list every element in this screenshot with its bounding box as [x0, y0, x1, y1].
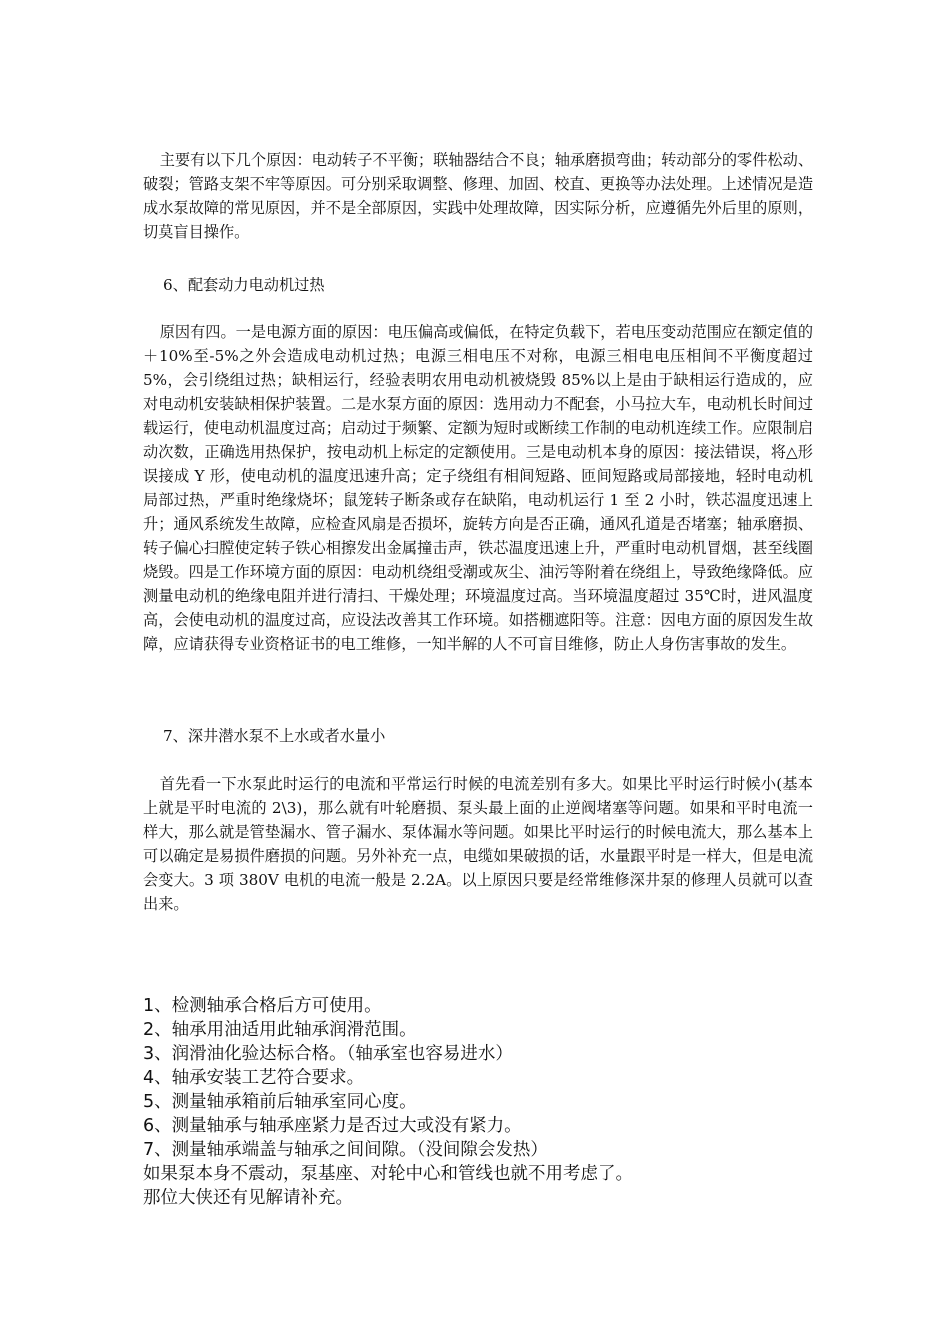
list-item: 6、测量轴承与轴承座紧力是否过大或没有紧力。	[143, 1116, 522, 1136]
list-item: 7、测量轴承端盖与轴承之间间隙。（没间隙会发热）	[143, 1140, 548, 1160]
section-heading-motor-overheat: 6、配套动力电动机过热	[163, 276, 325, 294]
paragraph-vibration-causes: 主要有以下几个原因：电动转子不平衡；联轴器结合不良；轴承磨损弯曲；转动部分的零件松动、破裂；管路支架不牢等原因。可分别采取调整、修理、加固、校直、更换等办法处理。上述情况是造成水泵故障的常见原因，并不是全部原因，实践中处理故障，因实际分析，应遵循先外后里的原则，切莫盲目操作。	[143, 151, 813, 241]
section-heading-deep-well-pump: 7、深井潜水泵不上水或者水量小	[163, 727, 386, 745]
paragraph-deep-well-pump: 首先看一下水泵此时运行的电流和平常运行时候的电流差别有多大。如果比平时运行时候小(基本上就是平时电流的 2\3)，那么就有叶轮磨损、泵头最上面的止逆阀堵塞等问题。如果和平时电流一样大，那么就是管垫漏水、管子漏水、泵体漏水等问题。如果比平时运行的时候电流大，那么基本上可以确定是易损件磨损的问题。另外补充一点，电缆如果破损的话，水量跟平时是一样大，但是电流会变大。3 项 380V 电机的电流一般是 2.2A。以上原因只要是经常维修深井泵的修理人员就可以查出来。	[143, 775, 813, 913]
list-item: 1、检测轴承合格后方可使用。	[143, 996, 382, 1016]
list-item: 2、轴承用油适用此轴承润滑范围。	[143, 1020, 417, 1040]
list-item: 3、润滑油化验达标合格。（轴承室也容易进水）	[143, 1044, 513, 1064]
list-item: 4、轴承安装工艺符合要求。	[143, 1068, 365, 1088]
list-item: 5、测量轴承箱前后轴承室同心度。	[143, 1092, 417, 1112]
paragraph-motor-overheat: 原因有四。一是电源方面的原因：电压偏高或偏低，在特定负载下，若电压变动范围应在额定值的＋10%至-5%之外会造成电动机过热；电源三相电压不对称，电源三相电电压相间不平衡度超过 5%，会引绕组过热；缺相运行，经验表明农用电动机被烧毁 85%以上是由于缺相运行造成的，应对电动机安装缺相保护装置。二是水泵方面的原因：选用动力不配套，小马拉大车，电动机长时间过载运行，使电动机温度过高；启动过于频繁、定额为短时或断续工作制的电动机连续工作。应限制启动次数，正确选用热保护，按电动机上标定的定额使用。三是电动机本身的原因：接法错误，将△形误接成 Y 形，使电动机的温度迅速升高；定子绕组有相间短路、匝间短路或局部接地，轻时电动机局部过热，严重时绝缘烧坏；鼠笼转子断条或存在缺陷，电动机运行 1 至 2 小时，铁芯温度迅速上升；通风系统发生故障，应检查风扇是否损坏，旋转方向是否正确，通风孔道是否堵塞；轴承磨损、转子偏心扫膛使定转子铁心相擦发出金属撞击声，铁芯温度迅速上升，严重时电动机冒烟，甚至线圈烧毁。四是工作环境方面的原因：电动机绕组受潮或灰尘、油污等附着在绕组上，导致绝缘降低。应测量电动机的绝缘电阻并进行清扫、干燥处理；环境温度过高。当环境温度超过 35℃时，进风温度高，会使电动机的温度过高，应设法改善其工作环境。如搭棚遮阳等。注意：因电方面的原因发生故障，应请获得专业资格证书的电工维修，一知半解的人不可盲目维修，防止人身伤害事故的发生。	[143, 323, 813, 653]
bearing-checklist	[143, 994, 823, 1210]
list-item: 那位大侠还有见解请补充。	[143, 1188, 353, 1208]
list-item: 如果泵本身不震动，泵基座、对轮中心和管线也就不用考虑了。	[143, 1164, 633, 1184]
